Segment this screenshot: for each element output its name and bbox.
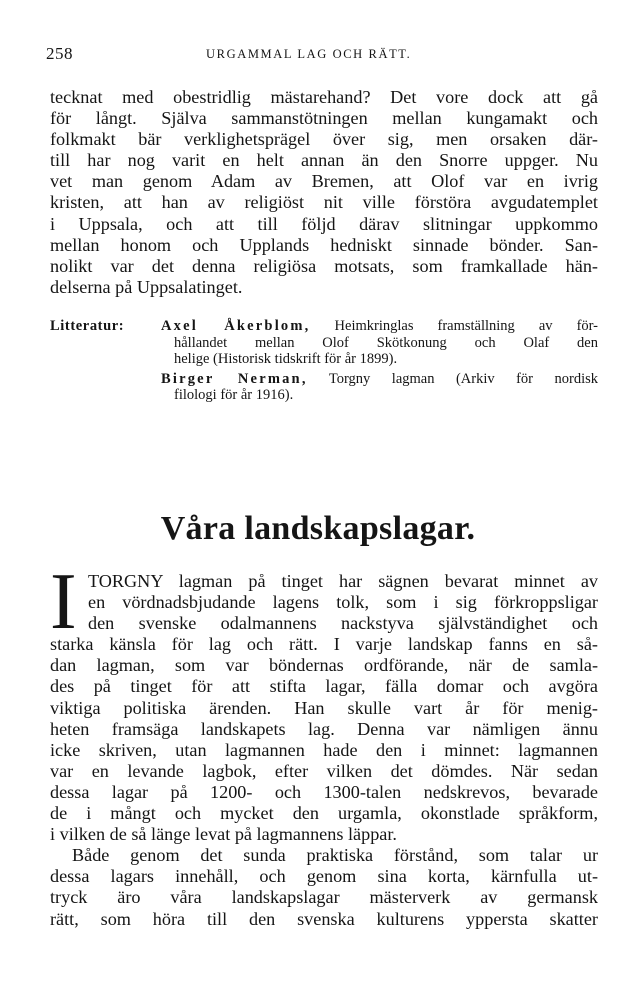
text-line: var en levande lagbok, efter vilken det dömdes. När sedan [50,760,598,781]
literature-author: Axel Åkerblom, [161,318,311,334]
literature-line: hållandet mellan Olof Skötkonung och Olaf den [174,334,598,351]
text-line: vet man genom Adam av Bremen, att Olof var en ivrig [50,171,598,192]
text-line: dessa lagars innehåll, och genom sina korta, kärnfulla ut- [50,866,598,887]
text-line: delserna på Uppsalatinget. [50,276,243,297]
page-number: 258 [46,44,73,63]
text-line: heten framsäga landskapets lag. Denna var nämligen ännu [50,718,598,739]
literature-entry [50,318,598,368]
literature-line: filologi för år 1916). [174,387,294,403]
text-line: till har nog varit en helt annan än den Snorre uppger. Nu [50,150,598,171]
text-line: de i mångt och mycket den urgamla, okonstlade språkform, [50,803,598,824]
text-line: tryck äro våra landskapslagar mästerverk av germansk [50,887,598,908]
running-header [46,44,594,68]
text-line: rätt, som höra till den svenska kulturens yppersta skatter [50,908,598,929]
section-body [50,558,598,930]
literature-line: Heimkringlas framställning av för- [334,318,599,334]
top-paragraph [50,87,598,298]
literature-line: Torgny lagman (Arkiv för nordisk [328,370,599,387]
text-line: för långt. Själva sammanstötningen mellan kungamakt och [50,108,598,129]
literature-label: Litteratur: [50,318,125,334]
text-line: Både genom det sunda praktiska förstånd, som talar ur [72,845,598,866]
running-title: URGAMMAL LAG OCH RÄTT. [206,47,412,61]
text-line: tecknat med obestridlig mästarehand? Det vore dock att gå [50,87,598,107]
text-line: icke skriven, utan lagmannen hade den i minnet: lagmannen [50,739,598,760]
text-line: dan lagman, som var böndernas ordförande, när de samla- [50,655,598,676]
literature-line: helige (Historisk tidskrift för år 1899). [174,351,398,367]
text-line: des på tinget för att stifta lagar, fälla domar och avgöra [50,676,598,697]
text-line: en vördnadsbjudande lagens tolk, som i sig förkroppsligar [88,592,598,613]
literature-author: Birger Nerman, [161,370,308,387]
text-line: den svenske odalmannens nackstyva självständighet och [88,613,598,634]
text-line: viktiga politiska ärenden. Han skulle vart år för menig- [50,697,598,718]
text-line: TORGNY lagman på tinget har sägnen bevarat minnet av [88,571,598,591]
text-line: dessa lagar på 1200- och 1300-talen nedskrevos, bevarade [50,781,598,802]
text-line: kristen, att han av religiöst nit ville förstöra avgudatemplet [50,192,598,213]
text-line: i Uppsala, och att till följd därav slitningar uppkommo [50,213,598,234]
text-line: nolikt var det denna religiösa motsats, som framkallade hän- [50,255,598,276]
drop-cap: I [50,558,77,646]
text-line: i vilken de så länge levat på lagmannens läppar. [50,824,397,845]
text-line: folkmakt bär verklighetsprägel över sig, men orsaken där- [50,129,598,150]
literature-note [50,318,598,404]
section-title: Våra landskapslagar. [160,510,476,547]
text-line: mellan honom och Upplands hedniskt sinnade bönder. San- [50,234,598,255]
literature-entry [50,371,598,404]
text-line: starka känsla för lag och rätt. I varje landskap fanns en så- [50,634,598,655]
